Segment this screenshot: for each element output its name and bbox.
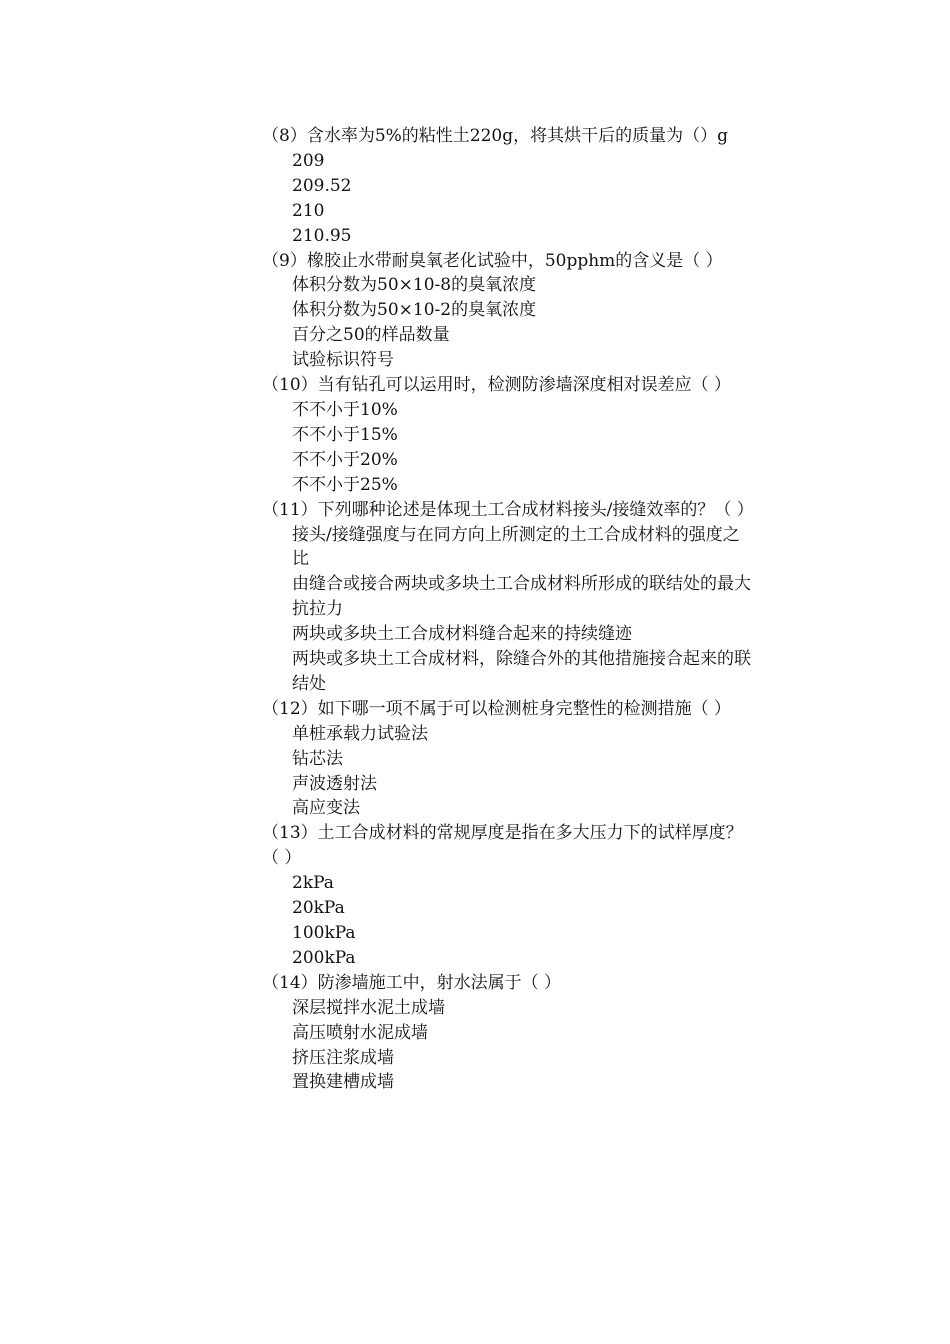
question-text: （10）当有钻孔可以运用时，检测防渗墙深度相对误差应（ ） <box>262 375 732 396</box>
question-block <box>262 498 752 697</box>
answer-option: 单桩承载力试验法 <box>292 723 428 744</box>
answer-option: 高压喷射水泥成墙 <box>292 1022 428 1043</box>
answer-option: 挤压注浆成墙 <box>292 1047 394 1068</box>
question-text: （12）如下哪一项不属于可以检测桩身完整性的检测措施（ ） <box>262 698 732 719</box>
answer-option: 由缝合或接合两块或多块土工合成材料所形成的联结处的最大抗拉力 <box>292 574 751 620</box>
answer-option: 百分之50的样品数量 <box>292 325 450 346</box>
question-block <box>262 373 752 498</box>
question-text: （11）下列哪种论述是体现土工合成材料接头/接缝效率的？（ ） <box>262 499 754 520</box>
document-body <box>262 124 752 1095</box>
answer-option: 2kPa <box>292 873 334 894</box>
answer-option: 钻芯法 <box>292 748 343 769</box>
answer-option: 深层搅拌水泥土成墙 <box>292 997 445 1018</box>
answer-option: 不不小于10% <box>292 399 398 420</box>
question-block <box>262 821 752 970</box>
answer-option: 209.52 <box>292 175 352 196</box>
question-block <box>262 249 752 374</box>
answer-option: 接头/接缝强度与在同方向上所测定的土工合成材料的强度之比 <box>292 524 740 570</box>
answer-option: 声波透射法 <box>292 773 377 794</box>
answer-option: 不不小于20% <box>292 449 398 470</box>
answer-option: 两块或多块土工合成材料，除缝合外的其他措施接合起来的联结处 <box>292 649 751 694</box>
answer-option: 置换建槽成墙 <box>292 1072 394 1093</box>
answer-option: 不不小于15% <box>292 424 398 445</box>
question-text: （14）防渗墙施工中，射水法属于（ ） <box>262 972 562 993</box>
answer-option: 高应变法 <box>292 798 360 819</box>
question-text: （8）含水率为5%的粘性土220g，将其烘干后的质量为（）g <box>262 126 728 146</box>
answer-option: 210 <box>292 200 325 221</box>
question-block <box>262 124 752 249</box>
answer-option: 体积分数为50×10-8的臭氧浓度 <box>292 275 537 296</box>
question-block <box>262 697 752 822</box>
answer-option: 100kPa <box>292 923 356 943</box>
answer-option: 200kPa <box>292 947 356 968</box>
answer-option: 210.95 <box>292 225 352 246</box>
answer-option: 不不小于25% <box>292 474 398 495</box>
answer-option: 209 <box>292 150 325 171</box>
answer-option: 体积分数为50×10-2的臭氧浓度 <box>292 300 537 321</box>
question-block <box>262 971 752 1096</box>
answer-option: 20kPa <box>292 898 345 919</box>
answer-option: 试验标识符号 <box>292 350 394 371</box>
answer-option: 两块或多块土工合成材料缝合起来的持续缝迹 <box>292 624 632 645</box>
question-text: （9）橡胶止水带耐臭氧老化试验中，50pphm的含义是（ ） <box>262 250 723 271</box>
question-text: （13）土工合成材料的常规厚度是指在多大压力下的试样厚度？（ ） <box>262 823 743 869</box>
